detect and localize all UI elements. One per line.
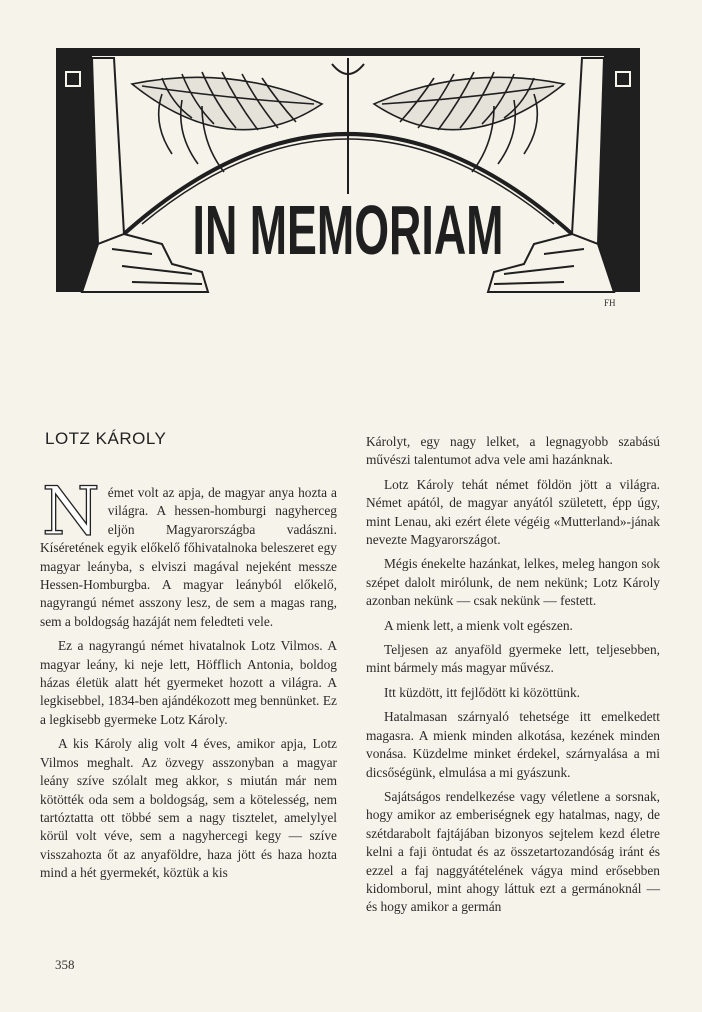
left-leaf-ornament <box>132 72 322 172</box>
paragraph: Német volt az apja, de magyar anya hozta a világra. A hessen-homburgi nagyherceg eljön Magyarországba vadászni. Kíséretének egyik előkelő főhivatalnoka beleszeret egy magyar leányba, s elviszi magával nejeként messze Hessen-Homburgba. A magyar leányból előkelő, nagyrangú német asszony lesz, de sem a magas rang, sem a boldogság hazáját nem feledteti vele. <box>40 473 337 629</box>
paragraph: Itt küzdött, itt fejlődött ki közöttünk. <box>384 684 581 700</box>
dropcap-letter: N <box>42 473 100 550</box>
left-column <box>40 473 337 889</box>
banner-title: IN MEMORIAM <box>192 192 504 270</box>
paragraph: Lotz Károly tehát német földön jött a világra. Német apától, de magyar anyától született, épp úgy, mint Lenau, aki ezért élete végéig «Mutterland»-jának nevezte Magyarországot. <box>366 476 660 548</box>
right-column <box>366 433 660 923</box>
article-heading: LOTZ KÁROLY <box>45 429 167 448</box>
paragraph: Teljesen az anyaföld gyermeke lett, teljesebben, mint bármely más magyar művész. <box>366 642 660 676</box>
page-number: 358 <box>55 957 75 972</box>
paragraph: Hatalmasan szárnyaló tehetsége itt emelkedett magasra. A mienk minden alkotása, kezének minden vonása. Küzdelme minket érdekel, szárnyalása a mi dicsőségünk, elmulása a mi gyászunk. <box>366 709 660 780</box>
paragraph: Sajátságos rendelkezése vagy véletlene a sorsnak, hogy amikor az emberiségnek egy hatalmas, nagy, de szétdarabolt fajtájában bizonyos sejtelem kezd életre kelni a faji öntudat és az összetartozandóság iránt és ezzel a faj naggyátételének vágya mind erősebben kidomborul, mint ahogy láttuk ezt a germánoknál — és hogy amikor a germán <box>366 788 660 915</box>
paragraph: A mienk lett, a mienk volt egészen. <box>384 617 573 633</box>
paragraph: Mégis énekelte hazánkat, lelkes, meleg hangon sok szépet dalolt mirólunk, de nem nekünk; Lotz Károly azonban nekünk — csak nekünk — festett. <box>366 556 660 609</box>
in-memoriam-banner <box>52 44 644 296</box>
paragraph: Károlyt, egy nagy lelket, a legnagyobb szabású művészi talentumot adva vele ami hazánknak. <box>366 434 660 468</box>
paragraph: A kis Károly alig volt 4 éves, amikor apja, Lotz Vilmos meghalt. Az özvegy asszonyban a magyar leány szíve szólalt meg akkor, s miután már nem kötötték oda sem a boldogság, sem a kötelesség, nem tartóztatta ott többé sem a nagy tisztelet, amelylyel körül volt véve, sem a nagyhercegi kegy — szíve visszahozta őt az anyaföldre, haza jött és haza hozta mind a hét gyermekét, köztük a kis <box>40 736 337 881</box>
paragraph: Ez a nagyrangú német hivatalnok Lotz Vilmos. A magyar leány, ki neje lett, Höfflich Antonia, boldog házas életük alatt hét gyermeket hozott a világra. A legkisebbel, 1834-ben ajándékozott meg bennünket. Ez a legkisebb gyermeke Lotz Károly. <box>40 638 337 727</box>
right-leaf-ornament <box>374 72 564 172</box>
artist-monogram: FH <box>604 298 616 308</box>
